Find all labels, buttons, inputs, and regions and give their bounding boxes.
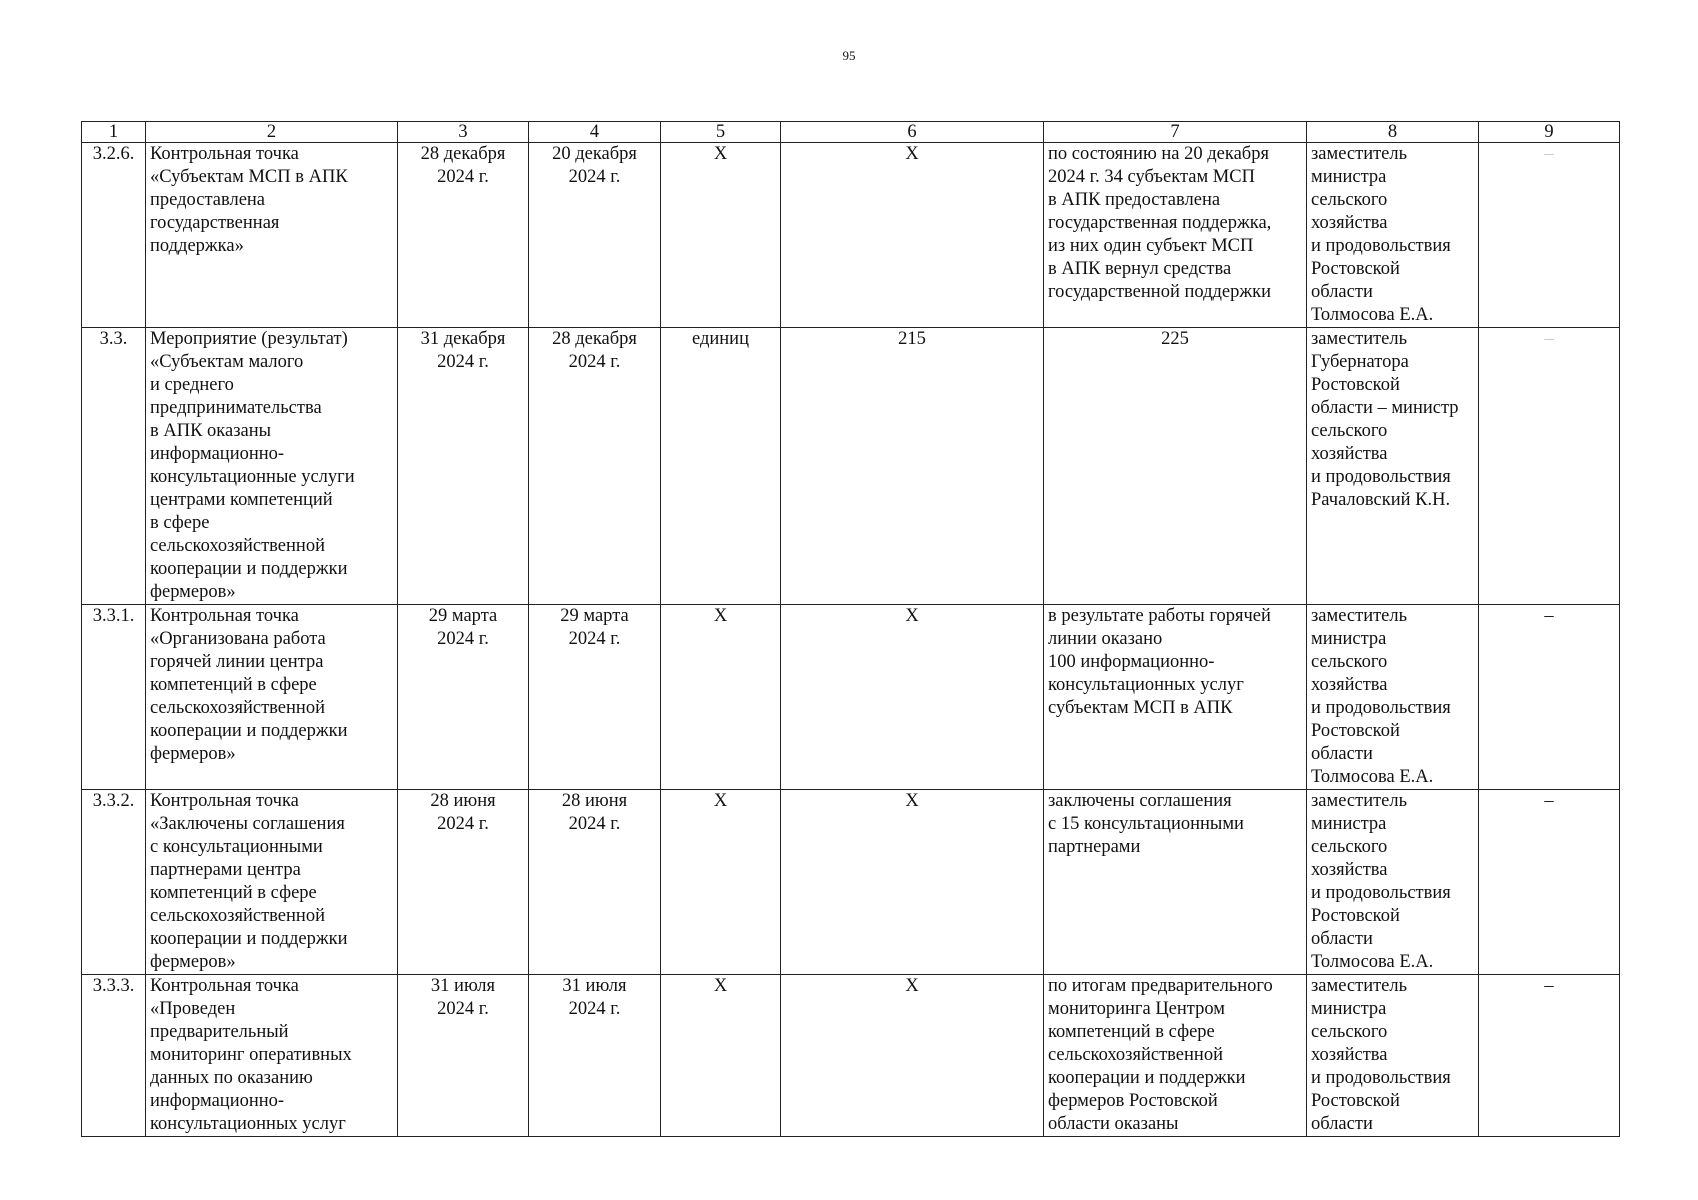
row-plan-date: 28 июня 2024 г. <box>398 790 529 975</box>
row-unit: Х <box>661 975 781 1137</box>
row-note: – <box>1479 143 1620 328</box>
row-responsible: заместитель министра сельского хозяйства и продовольствия Ростовской области Толмосова Е.А. <box>1307 143 1479 328</box>
row-fact-date: 20 декабря 2024 г. <box>529 143 661 328</box>
table-row <box>82 975 1620 1137</box>
row-plan-date: 29 марта 2024 г. <box>398 605 529 790</box>
row-responsible: заместитель министра сельского хозяйства и продовольствия Ростовской области <box>1307 975 1479 1137</box>
row-note: – <box>1479 975 1620 1137</box>
row-plan-date: 31 июля 2024 г. <box>398 975 529 1137</box>
row-plan-date: 28 декабря 2024 г. <box>398 143 529 328</box>
header-row <box>82 122 1620 143</box>
row-fact-date: 31 июля 2024 г. <box>529 975 661 1137</box>
table-row <box>82 605 1620 790</box>
row-fact: по состоянию на 20 декабря 2024 г. 34 субъектам МСП в АПК предоставлена государственная поддержка, из них один субъект МСП в АПК вернул средства государственной поддержки <box>1044 143 1307 328</box>
header-cell-2: 2 <box>146 122 398 143</box>
row-number: 3.3.3. <box>82 975 146 1137</box>
row-number: 3.3.1. <box>82 605 146 790</box>
row-number: 3.2.6. <box>82 143 146 328</box>
row-responsible: заместитель министра сельского хозяйства и продовольствия Ростовской области Толмосова Е.А. <box>1307 605 1479 790</box>
header-cell-1: 1 <box>82 122 146 143</box>
row-fact: заключены соглашения с 15 консультационными партнерами <box>1044 790 1307 975</box>
header-cell-7: 7 <box>1044 122 1307 143</box>
header-cell-3: 3 <box>398 122 529 143</box>
row-plan-date: 31 декабря 2024 г. <box>398 328 529 605</box>
page-number: 95 <box>842 48 856 63</box>
table-row <box>82 143 1620 328</box>
row-fact-date: 29 марта 2024 г. <box>529 605 661 790</box>
row-name: Контрольная точка «Организована работа горячей линии центра компетенций в сфере сельскохозяйственной кооперации и поддержки фермеров» <box>146 605 398 790</box>
row-note: – <box>1479 605 1620 790</box>
row-plan-value: 215 <box>781 328 1044 605</box>
row-number: 3.3.2. <box>82 790 146 975</box>
row-plan-value: Х <box>781 975 1044 1137</box>
row-fact: 225 <box>1044 328 1307 605</box>
header-cell-4: 4 <box>529 122 661 143</box>
row-plan-value: Х <box>781 790 1044 975</box>
row-unit: единиц <box>661 328 781 605</box>
row-fact-date: 28 июня 2024 г. <box>529 790 661 975</box>
row-note: – <box>1479 790 1620 975</box>
row-name: Контрольная точка «Заключены соглашения с консультационными партнерами центра компетенций в сфере сельскохозяйственной кооперации и поддержки фермеров» <box>146 790 398 975</box>
report-table <box>81 121 1620 1137</box>
header-cell-6: 6 <box>781 122 1044 143</box>
row-name: Мероприятие (результат) «Субъектам малого и среднего предпринимательства в АПК оказаны информационно- консультационные услуги центрами компетенций в сфере сельскохозяйственной кооперации и поддержки фермеров» <box>146 328 398 605</box>
row-unit: Х <box>661 605 781 790</box>
row-unit: Х <box>661 790 781 975</box>
row-plan-value: Х <box>781 605 1044 790</box>
row-responsible: заместитель Губернатора Ростовской области – министр сельского хозяйства и продовольствия Рачаловский К.Н. <box>1307 328 1479 605</box>
row-note: – <box>1479 328 1620 605</box>
row-plan-value: Х <box>781 143 1044 328</box>
row-name: Контрольная точка «Проведен предварительный мониторинг оперативных данных по оказанию информационно- консультационных услуг <box>146 975 398 1137</box>
row-number: 3.3. <box>82 328 146 605</box>
row-unit: Х <box>661 143 781 328</box>
header-cell-8: 8 <box>1307 122 1479 143</box>
row-fact: по итогам предварительного мониторинга Центром компетенций в сфере сельскохозяйственной кооперации и поддержки фермеров Ростовской области оказаны <box>1044 975 1307 1137</box>
row-name: Контрольная точка «Субъектам МСП в АПК предоставлена государственная поддержка» <box>146 143 398 328</box>
table-row <box>82 328 1620 605</box>
table-row <box>82 790 1620 975</box>
header-cell-5: 5 <box>661 122 781 143</box>
row-responsible: заместитель министра сельского хозяйства и продовольствия Ростовской области Толмосова Е.А. <box>1307 790 1479 975</box>
header-cell-9: 9 <box>1479 122 1620 143</box>
row-fact: в результате работы горячей линии оказано 100 информационно- консультационных услуг субъектам МСП в АПК <box>1044 605 1307 790</box>
row-fact-date: 28 декабря 2024 г. <box>529 328 661 605</box>
